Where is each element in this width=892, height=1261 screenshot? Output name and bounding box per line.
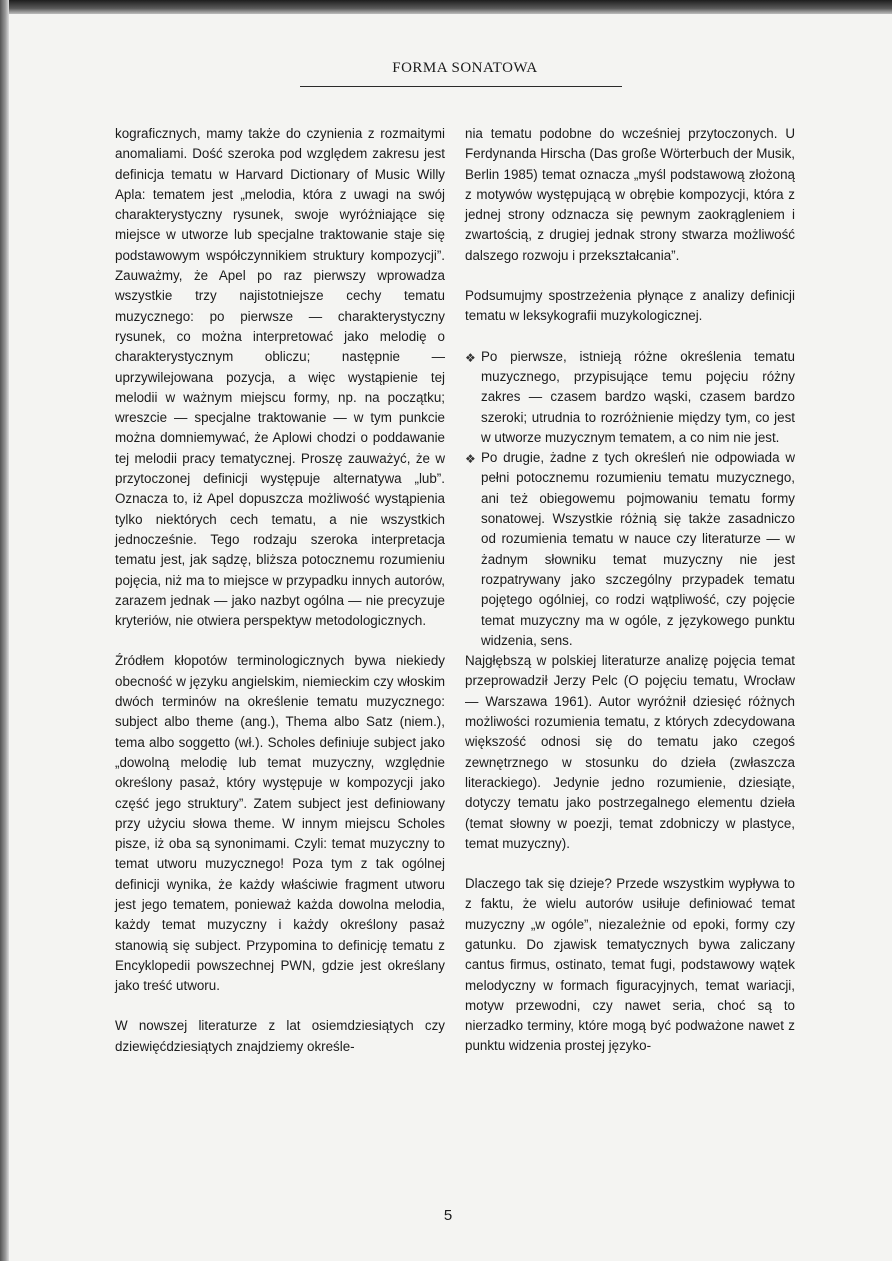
paragraph: kograficznych, mamy także do czynienia z rozmaitymi anomaliami. Dość szeroka pod względem zakresu jest definicja tematu w Harvard Dictionary of Music Willy Apla: tematem jest „melodia, która z uwagi na swój charakterystyczny rysunek, swoje wyróżniające się miejsce w utworze lub specjalne traktowanie staje się podstawowym współczynnikiem struktury kompozycji”. Zauważmy, że Apel po raz pierwszy wprowadza wszystkie trzy najistotniejsze cechy tematu muzycznego: po pierwsze — charakterystyczny rysunek, co można interpretować jako melodię o charakterystycznym obliczu; następnie — uprzywilejowana pozycja, a więc wystąpienie tej melodii w ważnym miejscu formy, np. na początku; wreszcie — specjalne traktowanie — w tym punkcie można domniemywać, że Aplowi chodzi o poddawanie tej melodii pracy tematycznej. Proszę zauważyć, że w przytoczonej definicji występuje alternatywa „lub”. Oznacza to, iż Apel dopuszcza możliwość wystąpienia tylko niektórych cech tematu, a nie wszystkich jednocześnie. Tego rodzaju szeroka interpretacja tematu jest, jak sądzę, bliższa potocznemu rozumieniu pojęcia, niż ma to miejsce w przypadku innych autorów, zarazem jednak — jako nazbyt ogólna — nie precyzuje kryteriów, nie otwiera perspektyw metodologicznych. <box>115 126 445 629</box>
list-item-text: Po pierwsze, istnieją różne określenia tematu muzycznego, przypisujące temu pojęciu różny zakres — czasem bardzo wąski, czasem bardzo szeroki; utrudnia to rozróżnienie między tym, co jest w utworze muzycznym tematem, a co nim nie jest. <box>481 348 795 445</box>
bullet-icon: ❖ <box>465 452 476 467</box>
paragraph: Źródłem kłopotów terminologicznych bywa niekiedy obecność w języku angielskim, niemieckim czy włoskim dwóch terminów na określenie tematu muzycznego: subject albo theme (ang.), Thema albo Satz (niem.), tema albo soggetto (wł.). Scholes definiuje subject jako „dowolną melodię lub temat muzyczny, względnie określony pasaż, który występuje w kompozycji jako część jego struktury”. Zatem subject jest definiowany przy użyciu słowa theme. W innym miejscu Scholes pisze, iż oba są synonimami. Czyli: temat muzyczny to temat utworu muzycznego! Poza tym z tak ogólnej definicji wynika, że każdy właściwie fragment utworu jest jego tematem, ponieważ każda dowolna melodia, każdy temat muzyczny i każdy określony pasaż stanowią się subject. Przypomina to definicję tematu z Encyklopedii powszechnej PWN, gdzie jest określany jako treść utworu. <box>115 653 445 994</box>
running-header: FORMA SONATOWA <box>392 60 538 76</box>
left-column <box>115 124 445 1057</box>
list-item <box>465 448 795 651</box>
bullet-icon: ❖ <box>465 350 476 365</box>
scan-shadow-left <box>0 0 9 1261</box>
bullet-list <box>465 347 795 651</box>
list-item-text: Po drugie, żadne z tych określeń nie odpowiada w pełni potocznemu rozumieniu tematu muzycznego, ani też obiegowemu pojmowaniu tematu formy sonatowej. Wszystkie różnią się także zasadniczo od rozumienia tematu w nauce czy literaturze — w żadnym słowniku temat muzyczny nie jest rozpatrywany jako szczególny przypadek tematu pojętego ogólniej, co rodzi wątpliwość, czy pojęcie temat muzyczny ma w ogóle, z językowego punktu widzenia, sens. <box>481 450 795 648</box>
paragraph: Najgłębszą w polskiej literaturze analizę pojęcia temat przeprowadził Jerzy Pelc (O pojęciu tematu, Wrocław — Warszawa 1961). Autor wyróżnił dziesięć różnych możliwości rozumienia tematu, z których zdecydowana większość odnosi się do tematu jako czegoś zewnętrznego w stosunku do dzieła (zwłaszcza literackiego). Jedynie jedno rozumienie, dziesiąte, dotyczy tematu jako postrzegalnego elementu dzieła (temat słowny w poezji, temat zdobniczy w plastyce, temat muzyczny). <box>465 653 795 851</box>
header-rule <box>300 86 622 87</box>
paragraph: Dlaczego tak się dzieje? Przede wszystkim wypływa to z faktu, że wielu autorów usiłuje definiować temat muzyczny „w ogóle”, niezależnie od epoki, formy czy gatunku. Do zjawisk tematycznych bywa zaliczany cantus firmus, ostinato, temat fugi, podstawowy wątek melodyczny w formach figuracyjnych, temat wariacji, motyw przewodni, czy nawet seria, choć są to nierzadko terminy, które mogą być podważone nawet z punktu widzenia prostej języko- <box>465 876 795 1054</box>
page-number: 5 <box>443 1207 453 1224</box>
paragraph: nia tematu podobne do wcześniej przytoczonych. U Ferdynanda Hirscha (Das große Wörterbuch der Musik, Berlin 1985) temat oznacza „myśl podstawową złożoną z motywów występującą w obrębie kompozycji, która z jednej strony odznacza się pewnym zaokrągleniem i zwartością, z drugiej jednak strony stwarza możliwość dalszego rozwoju i przekształcania”. <box>465 126 795 263</box>
right-column <box>465 124 795 1057</box>
paragraph: Podsumujmy spostrzeżenia płynące z analizy definicji tematu w leksykografii muzykologicznej. <box>465 288 795 324</box>
scan-shadow-top <box>0 0 892 14</box>
paragraph: W nowszej literaturze z lat osiemdziesiątych czy dziewięćdziesiątych znajdziemy określe- <box>115 1018 445 1054</box>
list-item <box>465 347 795 448</box>
